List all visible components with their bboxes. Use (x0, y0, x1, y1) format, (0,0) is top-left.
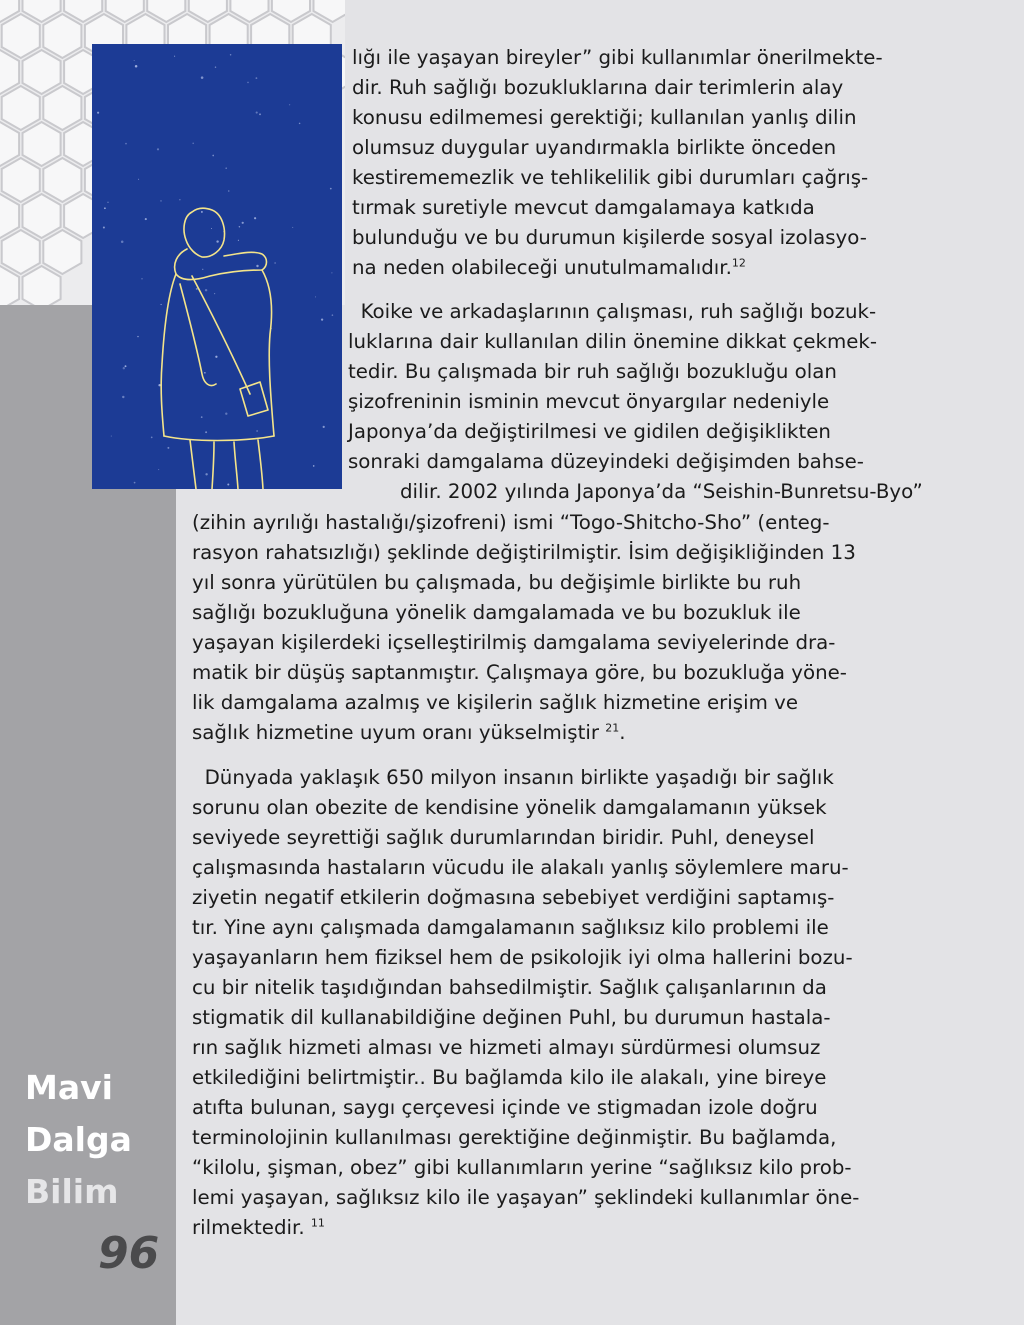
text-line: rilmektedir. (192, 1216, 311, 1239)
text-block-full-2 (192, 763, 859, 1243)
text-line: yaşayanların hem fiziksel hem de psikolojik iyi olma hallerini bozu- (192, 946, 853, 969)
text-line: (zihin ayrılığı hastalığı/şizofreni) ismi “Togo-Shitcho-Sho” (enteg- (192, 511, 830, 534)
text-line: lığı ile yaşayan bireyler” gibi kullanımlar önerilmekte- (352, 46, 883, 69)
text-line: “kilolu, şişman, obez” gibi kullanımların yerine “sağlıksız kilo prob- (192, 1156, 852, 1179)
text-line: şizofreninin isminin mevcut önyargılar nedeniyle (348, 390, 830, 413)
text-line: etkilediğini belirtmiştir.. Bu bağlamda kilo ile alakalı, yine bireye (192, 1066, 827, 1089)
text-line: sonraki damgalama düzeyindeki değişimden bahse- (348, 450, 864, 473)
text-line: luklarına dair kullanılan dilin önemine dikkat çekmek- (348, 330, 878, 353)
text-block-mid (348, 297, 923, 507)
text-line: matik bir düşüş saptanmıştır. Çalışmaya göre, bu bozukluğa yöne- (192, 661, 847, 684)
page-number: 96 (98, 1228, 160, 1279)
magazine-name-line2: Dalga (25, 1120, 132, 1159)
text-line-last (192, 1213, 859, 1243)
woman-silhouette-illustration (92, 44, 342, 489)
text-line: seviyede seyrettiği sağlık durumlarından biridir. Puhl, deneysel (192, 826, 815, 849)
text-line: tedir. Bu çalışmada bir ruh sağlığı bozukluğu olan (348, 360, 837, 383)
text-line: atıfta bulunan, saygı çerçevesi içinde ve stigmadan izole doğru (192, 1096, 818, 1119)
text-block-top (352, 43, 883, 283)
text-line: dilir. 2002 yılında Japonya’da “Seishin-Bunretsu-Byo” (400, 480, 923, 503)
text-line: sorunu olan obezite de kendisine yönelik damgalamanın yüksek (192, 796, 827, 819)
text-line: bulunduğu ve bu durumun kişilerde sosyal izolasyo- (352, 226, 867, 249)
text-line: konusu edilmemesi gerektiği; kullanılan yanlış dilin (352, 106, 857, 129)
text-line-last: sağlık hizmetine uyum oranı yükselmiştir $^{21}$. (192, 721, 626, 744)
text-line: cu bir nitelik taşıdığından bahsedilmiştir. Sağlık çalışanlarının da (192, 976, 827, 999)
text-line: yaşayan kişilerdeki içselleştirilmiş damgalama seviyelerinde dra- (192, 631, 836, 654)
reference-superscript: 12 (731, 256, 746, 270)
magazine-name-line1: Mavi (25, 1068, 113, 1107)
text-line: sağlık hizmetine uyum oranı yükselmiştir (192, 721, 606, 744)
text-line: sağlığı bozukluğuna yönelik damgalamada ve bu bozukluk ile (192, 601, 801, 624)
magazine-name-line3: Bilim (25, 1172, 119, 1211)
text-line: Koike ve arkadaşlarının çalışması, ruh sağlığı bozuk- (348, 300, 877, 323)
text-line: Dünyada yaklaşık 650 milyon insanın birlikte yaşadığı bir sağlık (192, 766, 834, 789)
magazine-name (25, 1062, 132, 1218)
text-line: tırmak suretiyle mevcut damgalamaya katkıda (352, 196, 815, 219)
text-block-full-1 (192, 508, 856, 748)
text-line: kestirememezlik ve tehlikelilik gibi durumları çağrış- (352, 166, 869, 189)
text-line: na neden olabileceği unutulmamalıdır. (352, 256, 732, 279)
text-line: stigmatik dil kullanabildiğine değinen Puhl, bu durumun hastala- (192, 1006, 831, 1029)
text-line: lik damgalama azalmış ve kişilerin sağlık hizmetine erişim ve (192, 691, 799, 714)
text-line: yıl sonra yürütülen bu çalışmada, bu değişimle birlikte bu ruh (192, 571, 802, 594)
reference-superscript: 21 (605, 721, 620, 735)
text-line: tır. Yine aynı çalışmada damgalamanın sağlıksız kilo problemi ile (192, 916, 829, 939)
reference-superscript: 11 (310, 1216, 325, 1230)
text-line: Japonya’da değiştirilmesi ve gidilen değişiklikten (348, 420, 831, 443)
text-line-last (352, 253, 883, 283)
text-line: olumsuz duygular uyandırmakla birlikte önceden (352, 136, 837, 159)
text-line: lemi yaşayan, sağlıksız kilo ile yaşayan” şeklindeki kullanımlar öne- (192, 1186, 860, 1209)
text-line: rın sağlık hizmeti alması ve hizmeti almayı sürdürmesi olumsuz (192, 1036, 821, 1059)
text-line: dir. Ruh sağlığı bozukluklarına dair terimlerin alay (352, 76, 844, 99)
text-line: terminolojinin kullanılması gerektiğine değinmiştir. Bu bağlamda, (192, 1126, 837, 1149)
text-line: rasyon rahatsızlığı) şeklinde değiştirilmiştir. İsim değişikliğinden 13 (192, 541, 856, 564)
text-line: ziyetin negatif etkilerin doğmasına sebebiyet verdiğini saptamış- (192, 886, 835, 909)
text-line: çalışmasında hastaların vücudu ile alakalı yanlış söylemlere maru- (192, 856, 849, 879)
